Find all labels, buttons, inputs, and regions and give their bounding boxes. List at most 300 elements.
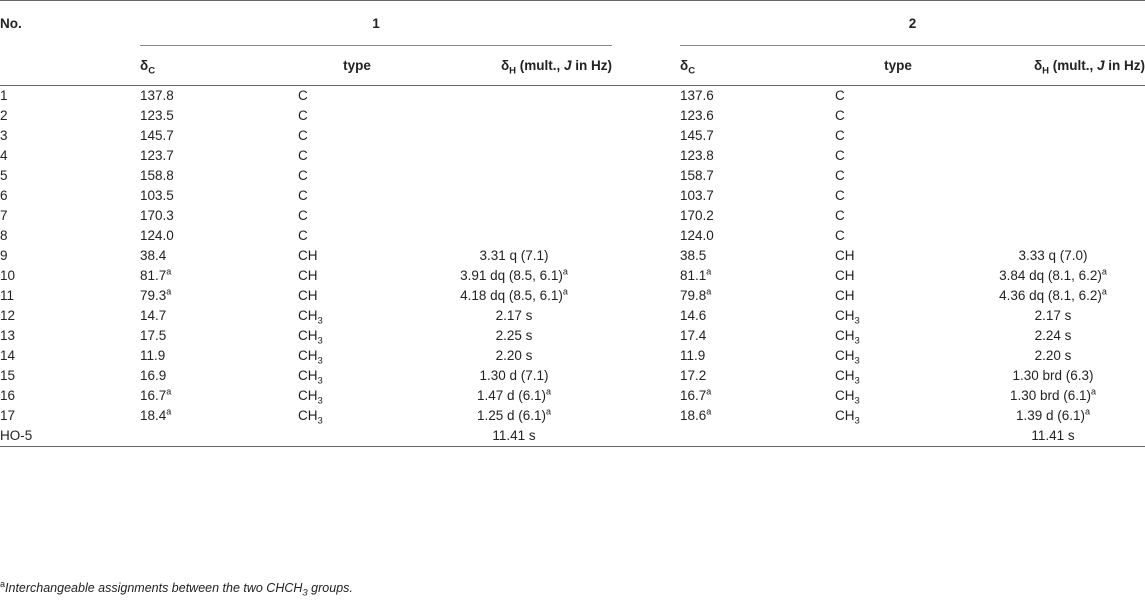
cell-delta-c-2-footnote-marker: a (706, 386, 712, 397)
cell-type-2-subscript: 3 (854, 375, 860, 387)
table-row (0, 206, 1145, 226)
cell-delta-c-1-value: 16.7 (140, 388, 167, 403)
cell-delta-c-2-value: 17.4 (680, 328, 707, 343)
cell-position-no-value: 12 (0, 308, 16, 323)
cell-type-1-value: C (298, 228, 308, 243)
cell-delta-c-1-value: 124.0 (140, 228, 174, 243)
cell-delta-h-2-value: 3.33 q (7.0) (1018, 248, 1088, 263)
cell-delta-h-1 (416, 326, 612, 346)
cell-type-1-value: C (298, 128, 308, 143)
cell-delta-h-2-value: 1.39 d (6.1) (1015, 408, 1086, 423)
footnote-subscript: 3 (302, 587, 308, 599)
cell-delta-c-1-value: 79.3 (140, 288, 167, 303)
cell-delta-h-1 (416, 386, 612, 406)
cell-position-no-value: 3 (0, 128, 8, 143)
cell-spacer (612, 366, 680, 386)
column-header-type-1: type (298, 46, 416, 86)
cell-delta-c-2 (680, 86, 835, 107)
cell-position-no (0, 206, 140, 226)
cell-delta-c-1-footnote-marker: a (166, 286, 172, 297)
cell-delta-h-2-value: 1.30 brd (6.1) (1009, 388, 1092, 403)
cell-type-2 (835, 266, 961, 286)
coupling-constant-symbol: J (1097, 58, 1105, 73)
cell-type-2 (835, 226, 961, 246)
cell-delta-c-2 (680, 266, 835, 286)
cell-delta-c-1-value: 18.4 (140, 408, 167, 423)
cell-delta-h-1 (416, 406, 612, 426)
cell-delta-c-1 (140, 166, 298, 186)
cell-type-2 (835, 186, 961, 206)
table-row (0, 426, 1145, 447)
cell-delta-h-2-footnote-marker: a (1091, 386, 1097, 397)
cell-delta-c-2 (680, 166, 835, 186)
table-row (0, 146, 1145, 166)
cell-spacer (612, 406, 680, 426)
cell-delta-c-2-footnote-marker: a (706, 286, 712, 297)
cell-type-1-value: CH (298, 328, 318, 343)
column-header-delta-h-2 (961, 46, 1145, 86)
cell-position-no-value: 16 (0, 388, 16, 403)
delta-subscript: C (688, 65, 696, 77)
cell-position-no (0, 246, 140, 266)
cell-position-no-value: 10 (0, 268, 16, 283)
cell-type-2 (835, 166, 961, 186)
cell-delta-c-1 (140, 326, 298, 346)
cell-delta-h-1 (416, 106, 612, 126)
cell-delta-c-2 (680, 206, 835, 226)
cell-delta-h-2 (961, 266, 1145, 286)
cell-delta-h-1-footnote-marker: a (562, 286, 568, 297)
cell-delta-c-1-value: 158.8 (140, 168, 174, 183)
cell-delta-c-2 (680, 306, 835, 326)
cell-type-2 (835, 206, 961, 226)
cell-type-1 (298, 406, 416, 426)
delta-subscript: C (148, 65, 156, 77)
cell-position-no-value: HO-5 (0, 428, 33, 443)
column-spacer (612, 46, 680, 86)
cell-spacer (612, 286, 680, 306)
cell-delta-c-2-value: 14.6 (680, 308, 707, 323)
cell-type-1 (298, 206, 416, 226)
cell-delta-h-1-value: 2.17 s (495, 308, 533, 323)
cell-type-1-subscript: 3 (317, 355, 323, 367)
cell-type-2-subscript: 3 (854, 395, 860, 407)
table-row (0, 86, 1145, 107)
cell-type-2-value: CH (835, 248, 855, 263)
cell-delta-h-1-value: 1.30 d (7.1) (479, 368, 549, 383)
cell-position-no (0, 86, 140, 107)
cell-delta-c-1 (140, 126, 298, 146)
cell-type-2-value: CH (835, 268, 855, 283)
cell-type-1-value: C (298, 188, 308, 203)
cell-delta-h-1 (416, 146, 612, 166)
cell-delta-c-1-value: 16.9 (140, 368, 167, 383)
cell-type-1 (298, 86, 416, 107)
column-header-empty (0, 46, 140, 86)
cell-type-2 (835, 406, 961, 426)
cell-delta-c-1 (140, 366, 298, 386)
cell-delta-c-2-value: 103.7 (680, 188, 714, 203)
cell-delta-c-1 (140, 386, 298, 406)
cell-position-no-value: 13 (0, 328, 16, 343)
cell-type-2 (835, 86, 961, 107)
cell-position-no-value: 11 (0, 288, 15, 303)
cell-type-2-subscript: 3 (854, 415, 860, 427)
cell-spacer (612, 306, 680, 326)
cell-delta-c-2-value: 170.2 (680, 208, 714, 223)
cell-delta-c-2-value: 79.8 (680, 288, 707, 303)
cell-spacer (612, 426, 680, 447)
cell-delta-h-1 (416, 166, 612, 186)
cell-spacer (612, 166, 680, 186)
cell-delta-h-2-footnote-marker: a (1101, 286, 1107, 297)
cell-delta-c-2 (680, 286, 835, 306)
cell-delta-c-2-value: 16.7 (680, 388, 707, 403)
cell-delta-c-1-footnote-marker: a (166, 386, 172, 397)
cell-type-1 (298, 246, 416, 266)
cell-position-no (0, 266, 140, 286)
cell-type-1 (298, 286, 416, 306)
cell-type-1-value: C (298, 108, 308, 123)
cell-spacer (612, 326, 680, 346)
delta-h-label-part: (mult., (516, 58, 564, 73)
cell-delta-c-2 (680, 146, 835, 166)
cell-type-2-subscript: 3 (854, 355, 860, 367)
coupling-constant-symbol: J (564, 58, 572, 73)
cell-spacer (612, 246, 680, 266)
cell-position-no (0, 426, 140, 447)
cell-delta-c-1 (140, 226, 298, 246)
cell-position-no-value: 6 (0, 188, 8, 203)
cell-delta-h-1-footnote-marker: a (546, 386, 552, 397)
cell-delta-c-1 (140, 426, 298, 447)
table-row (0, 326, 1145, 346)
column-spacer (612, 1, 680, 46)
cell-delta-h-1 (416, 346, 612, 366)
cell-delta-h-2 (961, 246, 1145, 266)
cell-type-2 (835, 106, 961, 126)
cell-delta-c-2-footnote-marker: a (706, 266, 712, 277)
cell-type-1 (298, 326, 416, 346)
cell-position-no-value: 17 (0, 408, 16, 423)
cell-delta-h-2 (961, 226, 1145, 246)
cell-type-1 (298, 106, 416, 126)
cell-type-2 (835, 146, 961, 166)
cell-delta-h-2-footnote-marker: a (1085, 406, 1091, 417)
table-row (0, 266, 1145, 286)
cell-delta-h-1 (416, 286, 612, 306)
cell-delta-h-2-value: 4.36 dq (8.1, 6.2) (999, 288, 1102, 303)
cell-delta-h-2 (961, 286, 1145, 306)
column-header-no: No. (0, 1, 140, 46)
cell-type-1 (298, 306, 416, 326)
delta-h-label-part: in Hz) (1104, 58, 1145, 73)
cell-position-no (0, 186, 140, 206)
table-row (0, 406, 1145, 426)
cell-delta-h-2 (961, 126, 1145, 146)
cell-delta-c-2 (680, 426, 835, 447)
footnote-marker: a (0, 578, 6, 589)
cell-delta-h-2 (961, 306, 1145, 326)
cell-delta-c-2 (680, 246, 835, 266)
cell-position-no (0, 166, 140, 186)
cell-position-no-value: 1 (0, 88, 8, 103)
cell-spacer (612, 146, 680, 166)
cell-delta-h-2-value: 2.20 s (1034, 348, 1072, 363)
cell-type-1-value: CH (298, 348, 318, 363)
cell-spacer (612, 346, 680, 366)
table-row (0, 386, 1145, 406)
table-row (0, 166, 1145, 186)
cell-delta-c-1 (140, 146, 298, 166)
cell-delta-c-1-value: 38.4 (140, 248, 167, 263)
cell-type-2-value: CH (835, 388, 855, 403)
cell-spacer (612, 266, 680, 286)
cell-delta-c-2-value: 124.0 (680, 228, 714, 243)
cell-delta-c-1-value: 81.7 (140, 268, 167, 283)
cell-type-2-value: CH (835, 288, 855, 303)
cell-delta-h-2 (961, 166, 1145, 186)
cell-delta-c-2-value: 123.8 (680, 148, 714, 163)
cell-delta-c-1-value: 137.8 (140, 88, 174, 103)
cell-spacer (612, 126, 680, 146)
cell-type-2-value: C (835, 148, 845, 163)
cell-delta-c-2 (680, 126, 835, 146)
cell-delta-h-2 (961, 386, 1145, 406)
cell-type-2 (835, 366, 961, 386)
cell-delta-c-1 (140, 86, 298, 107)
cell-type-1-value: C (298, 88, 308, 103)
table-body (0, 86, 1145, 447)
cell-type-2-value: C (835, 108, 845, 123)
cell-delta-c-1 (140, 346, 298, 366)
cell-position-no-value: 8 (0, 228, 8, 243)
cell-type-2 (835, 426, 961, 447)
cell-spacer (612, 386, 680, 406)
cell-delta-c-1-value: 145.7 (140, 128, 174, 143)
cell-delta-h-2-value: 2.24 s (1034, 328, 1072, 343)
cell-type-2 (835, 326, 961, 346)
table-row (0, 346, 1145, 366)
cell-delta-c-2 (680, 366, 835, 386)
cell-spacer (612, 106, 680, 126)
cell-delta-h-1-value: 2.25 s (495, 328, 533, 343)
cell-delta-c-2-value: 123.6 (680, 108, 714, 123)
cell-type-1 (298, 346, 416, 366)
delta-subscript: H (509, 65, 516, 77)
cell-type-1 (298, 226, 416, 246)
cell-delta-h-2 (961, 186, 1145, 206)
cell-delta-c-1 (140, 266, 298, 286)
cell-type-1-subscript: 3 (317, 315, 323, 327)
cell-delta-c-1 (140, 286, 298, 306)
cell-type-1-value: CH (298, 408, 318, 423)
cell-delta-c-1 (140, 186, 298, 206)
cell-spacer (612, 226, 680, 246)
cell-delta-h-1 (416, 226, 612, 246)
delta-symbol: δ (500, 58, 510, 73)
cell-type-2 (835, 306, 961, 326)
footnote-text-end: groups. (307, 581, 353, 595)
cell-delta-c-2 (680, 406, 835, 426)
cell-type-2 (835, 286, 961, 306)
cell-type-1-value: C (298, 168, 308, 183)
cell-type-1 (298, 366, 416, 386)
cell-type-1 (298, 146, 416, 166)
cell-delta-h-2 (961, 426, 1145, 447)
delta-symbol: δ (680, 58, 689, 73)
cell-delta-h-2 (961, 366, 1145, 386)
cell-delta-h-2 (961, 206, 1145, 226)
cell-spacer (612, 86, 680, 107)
cell-delta-h-1-value: 3.31 q (7.1) (479, 248, 549, 263)
cell-spacer (612, 186, 680, 206)
cell-delta-h-1 (416, 366, 612, 386)
cell-delta-c-1-value: 103.5 (140, 188, 174, 203)
cell-type-2 (835, 126, 961, 146)
cell-type-2-value: CH (835, 328, 855, 343)
cell-delta-h-2 (961, 86, 1145, 107)
cell-position-no (0, 226, 140, 246)
cell-delta-c-2-value: 137.6 (680, 88, 714, 103)
cell-delta-h-1 (416, 246, 612, 266)
cell-type-1-subscript: 3 (317, 415, 323, 427)
cell-type-2 (835, 386, 961, 406)
cell-delta-c-1 (140, 306, 298, 326)
cell-type-1-value: CH (298, 248, 318, 263)
cell-delta-h-1-footnote-marker: a (562, 266, 568, 277)
cell-delta-c-2 (680, 346, 835, 366)
cell-type-1-value: C (298, 208, 308, 223)
cell-type-2-subscript: 3 (854, 315, 860, 327)
cell-type-1-value: C (298, 148, 308, 163)
cell-delta-h-1 (416, 266, 612, 286)
cell-position-no (0, 306, 140, 326)
column-group-compound-2: 2 (680, 1, 1145, 46)
cell-position-no (0, 126, 140, 146)
cell-type-1 (298, 266, 416, 286)
cell-type-1-value: CH (298, 288, 318, 303)
cell-delta-c-1-value: 123.5 (140, 108, 174, 123)
table-footnote (0, 578, 353, 599)
cell-delta-c-1 (140, 406, 298, 426)
cell-delta-c-2-value: 18.6 (680, 408, 707, 423)
cell-delta-h-1 (416, 206, 612, 226)
cell-delta-h-1-value: 1.47 d (6.1) (476, 388, 547, 403)
header-row-groups (0, 1, 1145, 46)
cell-delta-h-1-value: 11.41 s (492, 428, 536, 443)
cell-type-1-value: CH (298, 388, 318, 403)
cell-type-1-subscript: 3 (317, 395, 323, 407)
column-header-delta-c-1 (140, 46, 298, 86)
cell-type-2 (835, 346, 961, 366)
cell-position-no (0, 106, 140, 126)
cell-delta-h-1 (416, 126, 612, 146)
cell-type-2-subscript: 3 (854, 335, 860, 347)
cell-type-2-value: CH (835, 368, 855, 383)
cell-delta-h-1-value: 2.20 s (495, 348, 533, 363)
cell-delta-h-1 (416, 426, 612, 447)
cell-type-2-value: C (835, 208, 845, 223)
cell-delta-c-1 (140, 206, 298, 226)
cell-delta-h-2 (961, 406, 1145, 426)
cell-position-no (0, 326, 140, 346)
cell-type-1 (298, 126, 416, 146)
cell-delta-c-2-value: 145.7 (680, 128, 714, 143)
cell-delta-h-2-value: 3.84 dq (8.1, 6.2) (999, 268, 1102, 283)
cell-delta-c-2 (680, 386, 835, 406)
cell-position-no-value: 2 (0, 108, 8, 123)
cell-type-1-value: CH (298, 308, 318, 323)
table-row (0, 126, 1145, 146)
cell-delta-h-1 (416, 306, 612, 326)
table-row (0, 226, 1145, 246)
cell-delta-c-1-value: 14.7 (140, 308, 167, 323)
cell-type-2-value: C (835, 228, 845, 243)
table-row (0, 286, 1145, 306)
delta-h-label-part: in Hz) (571, 58, 613, 73)
cell-position-no-value: 7 (0, 208, 8, 223)
cell-delta-c-1-value: 123.7 (140, 148, 174, 163)
cell-delta-c-1-value: 11.9 (140, 348, 166, 363)
cell-delta-c-2-footnote-marker: a (706, 406, 712, 417)
cell-type-2-value: C (835, 88, 845, 103)
table-row (0, 106, 1145, 126)
cell-delta-h-2 (961, 326, 1145, 346)
cell-position-no-value: 14 (0, 348, 16, 363)
cell-delta-c-1-value: 17.5 (140, 328, 167, 343)
cell-delta-h-2-value: 2.17 s (1034, 308, 1072, 323)
cell-type-2 (835, 246, 961, 266)
column-header-type-2: type (835, 46, 961, 86)
cell-delta-c-1-footnote-marker: a (166, 266, 172, 277)
cell-delta-h-2 (961, 146, 1145, 166)
cell-delta-h-2 (961, 346, 1145, 366)
cell-delta-h-1 (416, 86, 612, 107)
cell-delta-h-1-footnote-marker: a (546, 406, 552, 417)
cell-delta-h-1-value: 4.18 dq (8.5, 6.1) (460, 288, 563, 303)
cell-position-no-value: 9 (0, 248, 8, 263)
delta-subscript: H (1042, 65, 1050, 77)
cell-delta-h-2 (961, 106, 1145, 126)
cell-position-no (0, 366, 140, 386)
cell-delta-h-2-value: 11.41 s (1031, 428, 1075, 443)
table-row (0, 246, 1145, 266)
cell-delta-c-2-value: 158.7 (680, 168, 714, 183)
cell-type-2-value: CH (835, 408, 855, 423)
cell-type-1 (298, 386, 416, 406)
cell-delta-h-2-footnote-marker: a (1101, 266, 1107, 277)
column-header-delta-c-2 (680, 46, 835, 86)
cell-delta-h-1 (416, 186, 612, 206)
cell-delta-c-2-value: 17.2 (680, 368, 707, 383)
cell-position-no-value: 4 (0, 148, 8, 163)
cell-type-1 (298, 166, 416, 186)
table-row (0, 186, 1145, 206)
cell-delta-h-1-value: 3.91 dq (8.5, 6.1) (460, 268, 563, 283)
cell-delta-h-2-value: 1.30 brd (6.3) (1012, 368, 1094, 383)
cell-type-2-value: C (835, 168, 845, 183)
cell-delta-c-2 (680, 226, 835, 246)
cell-type-1-subscript: 3 (317, 375, 323, 387)
cell-delta-c-1 (140, 106, 298, 126)
cell-delta-c-2 (680, 326, 835, 346)
cell-position-no (0, 346, 140, 366)
cell-position-no (0, 386, 140, 406)
footnote-text: Interchangeable assignments between the two CHCH (5, 581, 303, 595)
header-row-subcolumns (0, 46, 1145, 86)
cell-type-2-value: CH (835, 348, 855, 363)
